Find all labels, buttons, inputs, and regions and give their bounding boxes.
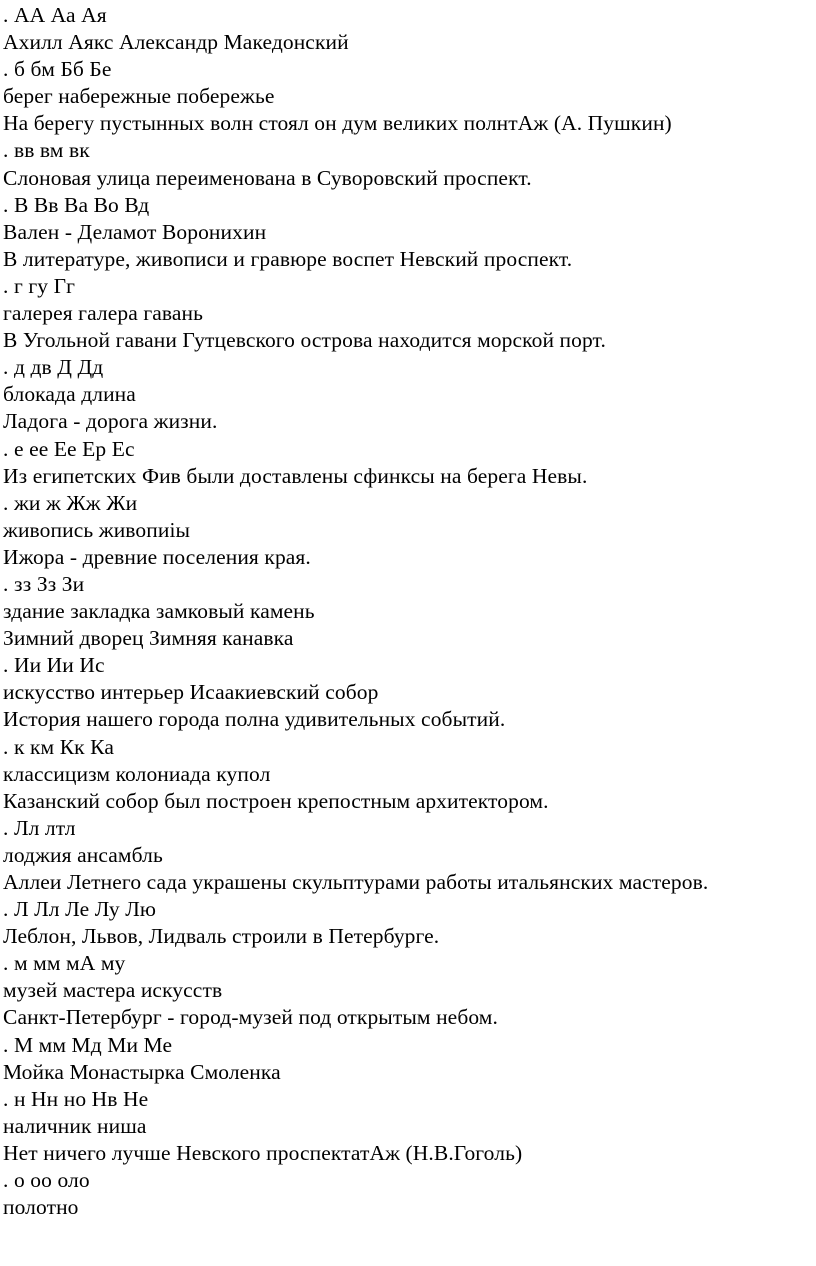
text-line: . к км Кк Ка — [3, 734, 114, 759]
text-line: В литературе, живописи и гравюре воспет Невский проспект. — [3, 246, 573, 271]
text-line: . Л Лл Ле Лу Лю — [3, 897, 157, 922]
text-line: галерея галера гавань — [3, 301, 204, 326]
text-line: Слоновая улица переименована в Суворовский проспект. — [3, 165, 532, 190]
text-line: . В Вв Ва Во Вд — [3, 192, 150, 217]
text-line: . Лл лтл — [3, 815, 76, 840]
text-line: наличник ниша — [3, 1113, 147, 1138]
text-line: . о оо оло — [3, 1168, 90, 1193]
text-line: классицизм колониада купол — [3, 761, 271, 786]
text-line: . б бм Бб Бе — [3, 57, 112, 82]
text-line: В Угольной гавани Гутцевского острова находится морской порт. — [3, 328, 606, 353]
text-line: Казанский собор был построен крепостным архитектором. — [3, 788, 549, 813]
text-line: . зз Зз Зи — [3, 571, 85, 596]
document-body — [3, 2, 813, 1221]
text-line: полотно — [3, 1195, 79, 1220]
text-line: блокада длина — [3, 382, 136, 407]
text-line: Ладога - дорога жизни. — [3, 409, 218, 434]
text-line: Мойка Монастырка Смоленка — [3, 1059, 281, 1084]
text-line: . вв вм вк — [3, 138, 90, 163]
text-line: лоджия ансамбль — [3, 842, 163, 867]
text-line: История нашего города полна удивительных событий. — [3, 707, 506, 732]
text-line: здание закладка замковый камень — [3, 599, 315, 624]
text-line: . м мм мА му — [3, 951, 126, 976]
text-line: Санкт-Петербург - город-музей под открытым небом. — [3, 1005, 498, 1030]
text-line: Вален - Деламот Воронихин — [3, 219, 267, 244]
text-line: На берегу пустынных волн стоял он дум великих полнтАж (А. Пушкин) — [3, 111, 672, 136]
text-line: Аллеи Летнего сада украшены скульптурами работы итальянских мастеров. — [3, 870, 709, 894]
text-line: Ижора - древние поселения края. — [3, 544, 311, 569]
text-line: . АА Аа Ая — [3, 3, 107, 27]
text-line: Нет ничего лучше Невского проспектатАж (Н.В.Гоголь) — [3, 1140, 523, 1165]
text-line: искусство интерьер Исаакиевский собор — [3, 680, 379, 705]
text-line: . н Нн но Нв Не — [3, 1086, 149, 1111]
text-line: живопись живопиiы — [3, 517, 191, 542]
text-line: Леблон, Львов, Лидваль строили в Петербурге. — [3, 924, 440, 949]
text-line: . д дв Д Дд — [3, 355, 104, 380]
text-line: Ахилл Аякс Александр Македонский — [3, 30, 349, 55]
text-line: . е ее Ее Ер Ес — [3, 436, 135, 461]
text-line: . М мм Мд Ми Ме — [3, 1032, 173, 1057]
text-line: берег набережные побережье — [3, 84, 275, 109]
text-line: . Ии Ии Ис — [3, 653, 105, 678]
text-line: . г гу Гг — [3, 273, 76, 298]
text-line: музей мастера искусств — [3, 978, 223, 1003]
text-line: . жи ж Жж Жи — [3, 490, 138, 515]
text-line: Из египетских Фив были доставлены сфинксы на берега Невы. — [3, 463, 588, 488]
text-line: Зимний дворец Зимняя канавка — [3, 626, 294, 651]
